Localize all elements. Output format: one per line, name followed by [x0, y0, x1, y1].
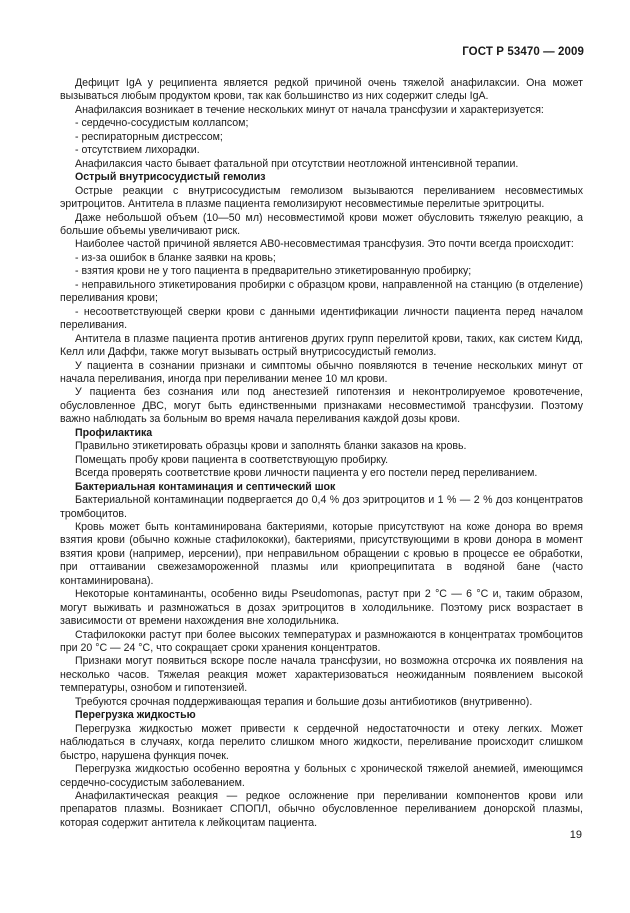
standard-header: ГОСТ Р 53470 — 2009	[462, 46, 584, 58]
paragraph: Стафилококки растут при более высоких температурах и размножаются в концентратах тромбоцитов при 20 °C — 24 °C, что сокращает сроки хранения концентратов.	[60, 628, 583, 655]
paragraph: Признаки могут появиться вскоре после начала трансфузии, но возможна отсрочка их появления на несколько часов. Тяжелая реакция может характеризоваться неожиданным появлением высокой температуры, ознобом и гипотензией.	[60, 655, 583, 695]
paragraph: Перегрузка жидкостью может привести к сердечной недостаточности и отеку легких. Может наблюдаться в случаях, когда перелито слишком много жидкости, переливание происходит слишком быстро, нарушена функция почек.	[60, 722, 583, 762]
paragraph: Всегда проверять соответствие крови личности пациента у его постели перед переливанием.	[75, 467, 538, 480]
paragraph: Помещать пробу крови пациента в соответствующую пробирку.	[75, 453, 389, 466]
list-item: - из-за ошибок в бланке заявки на кровь;	[75, 251, 276, 264]
section-heading: Острый внутрисосудистый гемолиз	[75, 171, 266, 184]
list-item: - респираторным дистрессом;	[75, 130, 223, 143]
paragraph: Дефицит IgA у реципиента является редкой причиной очень тяжелой анафилаксии. Она может вызываться любым продуктом крови, так как большинство из них содержит следы IgA.	[60, 77, 583, 103]
list-item: - взятия крови не у того пациента в предварительно этикетированную пробирку;	[75, 265, 472, 278]
list-item: - неправильного этикетирования пробирки с образцом крови, направленной на станцию (в отделение) переливания крови;	[60, 278, 583, 305]
paragraph: Даже небольшой объем (10—50 мл) несовместимой крови может обусловить тяжелую реакцию, а большие объемы увеличивают риск.	[60, 211, 583, 237]
paragraph: Анафилаксия часто бывает фатальной при отсутствии неотложной интенсивной терапии.	[75, 157, 519, 170]
paragraph: Некоторые контаминанты, особенно виды Pseudomonas, растут при 2 °C — 6 °C и, таким образом, могут выживать и размножаться в дозах эритроцитов в холодильнике. Поэтому риск возрастает в зависимости от времени нахождения вне холодильника.	[60, 588, 583, 628]
document-body	[60, 77, 583, 830]
paragraph: У пациента в сознании признаки и симптомы обычно появляются в течение нескольких минут от начала переливания, иногда при переливании менее 10 мл крови.	[60, 359, 583, 385]
paragraph: Анафилактическая реакция — редкое осложнение при переливании компонентов крови или препаратов плазмы. Возникает СПОПЛ, обычно обусловленное переливанием донорской плазмы, которая содержит антитела к лейкоцитам пациента.	[60, 790, 583, 829]
paragraph: Наиболее частой причиной является АВ0-несовместимая трансфузия. Это почти всегда происходит:	[75, 238, 574, 251]
paragraph: Кровь может быть контаминирована бактериями, которые присутствуют на коже донора во время взятия крови (обычно кожные стафилококки), бактериями, присутствующими в крови донора в момент взятия крови (например, иерсении), при неправильном обращении с кровью в процессе ее обработки, при оттаивании свежезамороженной плазмы или криопреципитата в водяной бане (часто контаминирована).	[60, 520, 583, 587]
paragraph: У пациента без сознания или под анестезией гипотензия и неконтролируемое кровотечение, обусловленное ДВС, могут быть единственными признаками несовместимой трансфузии. Поэтому важно наблюдать за больным во время начала переливания каждой дозы крови.	[60, 386, 583, 426]
paragraph: Бактериальной контаминации подвергается до 0,4 % доз эритроцитов и 1 % — 2 % доз концентратов тромбоцитов.	[60, 494, 583, 520]
list-item: - несоответствующей сверки крови с данными идентификации личности пациента перед началом переливания.	[60, 305, 583, 332]
page-number: 19	[569, 829, 582, 841]
paragraph: Перегрузка жидкостью особенно вероятна у больных с хронической тяжелой анемией, имеющимся сердечно-сосудистым заболеванием.	[60, 763, 583, 789]
paragraph: Острые реакции с внутрисосудистым гемолизом вызываются переливанием несовместимых эритроцитов. Антитела в плазме пациента гемолизируют несовместимые перелитые эритроциты.	[60, 184, 583, 211]
paragraph: Правильно этикетировать образцы крови и заполнять бланки заказов на кровь.	[75, 440, 467, 453]
section-heading: Бактериальная контаминация и септический шок	[75, 480, 336, 493]
list-item: - отсутствием лихорадки.	[75, 144, 200, 157]
paragraph: Анафилаксия возникает в течение нескольких минут от начала трансфузии и характеризуется:	[75, 103, 544, 116]
section-heading: Перегрузка жидкостью	[75, 709, 196, 722]
section-heading: Профилактика	[75, 426, 153, 439]
paragraph: Антитела в плазме пациента против антигенов других групп перелитой крови, таких, как систем Кидд, Келл или Даффи, также могут вызывать острый внутрисосудистый гемолиз.	[60, 332, 583, 359]
paragraph: Требуются срочная поддерживающая терапия и большие дозы антибиотиков (внутривенно).	[75, 695, 533, 708]
list-item: - сердечно-сосудистым коллапсом;	[75, 117, 249, 130]
